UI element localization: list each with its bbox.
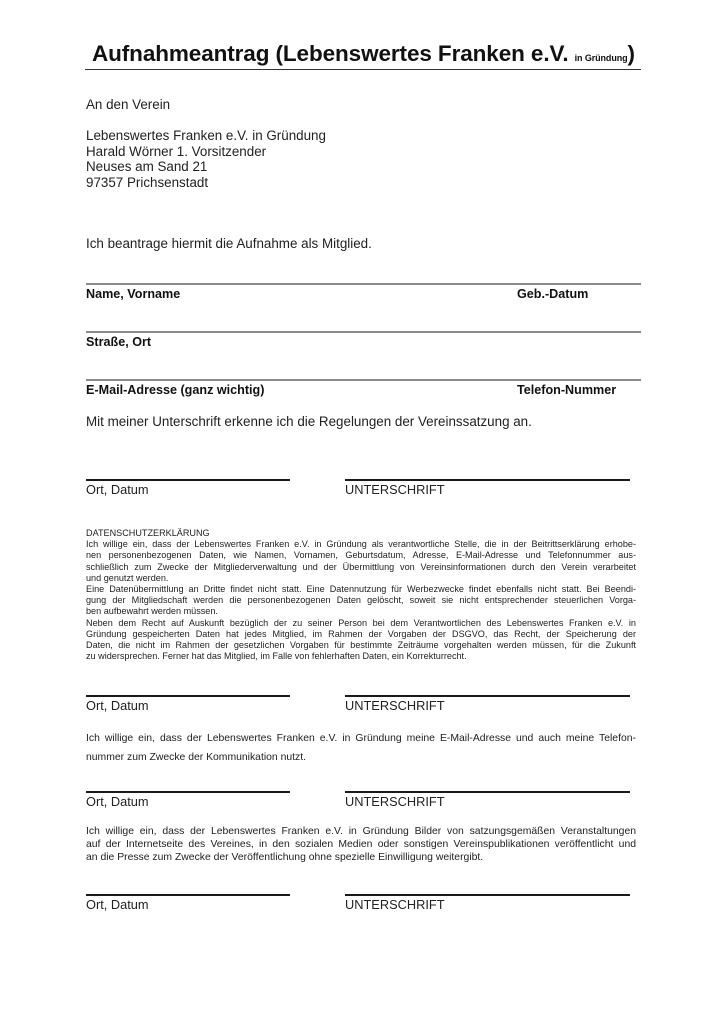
email-field-line[interactable] — [86, 379, 641, 381]
privacy-line: Ich willige ein, dass der Lebenswertes Franken e.V. in Gründung als verantwortliche Stelle, die in der Beitrittserklärung erhobe- — [86, 539, 636, 550]
privacy-line: Gründung gespeicherten Daten hat jedes Mitglied, im Rahmen der Vorgaben der DSGVO, das Recht, der Speicherung der — [86, 628, 636, 639]
privacy-line: nen personenbezogenen Daten, wie Namen, Vornamen, Geburtsdatum, Adresse, E-Mail-Adresse und Telefonnummer aus- — [86, 550, 636, 561]
application-statement: Ich beantrage hiermit die Aufnahme als Mitglied. — [86, 236, 372, 251]
title-main: Aufnahmeantrag (Lebenswertes Franken e.V. — [92, 41, 569, 66]
phone-field-label: Telefon-Nummer — [517, 383, 617, 397]
privacy-line: und genutzt werden. — [86, 572, 169, 583]
recipient-address — [86, 128, 326, 191]
place-date-line[interactable] — [86, 894, 290, 896]
place-date-line[interactable] — [86, 791, 290, 793]
page-title — [92, 41, 635, 67]
privacy-line: Daten, die nicht im Rahmen der gesetzlichen Vorgaben für bestimmte Zeiträume vorgehalten werden müssen, für die Zukunft — [86, 640, 636, 651]
consent-contact-line: Ich willige ein, dass der Lebenswertes Franken e.V. in Gründung meine E-Mail-Adresse und auch meine Telefon- — [86, 733, 636, 744]
consent-photos — [86, 825, 636, 865]
privacy-line: Neben dem Recht auf Auskunft bezüglich der zu seiner Person bei dem Verantwortlichen des Lebenswertes Franken e.V. in — [86, 617, 636, 628]
consent-contact — [86, 729, 636, 767]
address-line: Neuses am Sand 21 — [86, 159, 208, 175]
privacy-line: Eine Datenübermittlung an Dritte findet nicht statt. Eine Datennutzung für Werbezwecke findet ebenfalls nicht statt. Bei Beendi- — [86, 584, 636, 595]
place-date-label: Ort, Datum — [86, 794, 149, 809]
consent-photos-line: Ich willige ein, dass der Lebenswertes Franken e.V. in Gründung Bilder von satzungsgemäßen Veranstaltungen — [86, 826, 636, 837]
signature-label: UNTERSCHRIFT — [345, 482, 445, 497]
signature-label: UNTERSCHRIFT — [345, 794, 445, 809]
place-date-line[interactable] — [86, 479, 290, 481]
signature-line[interactable] — [345, 695, 630, 697]
street-field-label: Straße, Ort — [86, 335, 152, 349]
email-field-label: E-Mail-Adresse (ganz wichtig) — [86, 383, 265, 397]
address-line: 97357 Prichsenstadt — [86, 175, 209, 191]
privacy-line: zu widersprechen. Ferner hat das Mitglied, im Falle von fehlerhaften Daten, ein Korrekturrecht. — [86, 651, 467, 662]
signature-label: UNTERSCHRIFT — [345, 698, 445, 713]
signature-line[interactable] — [345, 791, 630, 793]
name-field-line[interactable] — [86, 283, 641, 285]
address-line: Harald Wörner 1. Vorsitzender — [86, 143, 267, 159]
bylaws-statement: Mit meiner Unterschrift erkenne ich die Regelungen der Vereinssatzung an. — [86, 414, 532, 429]
signature-line[interactable] — [345, 479, 630, 481]
name-field-label: Name, Vorname — [86, 287, 181, 301]
consent-contact-line: nummer zum Zwecke der Kommunikation nutzt. — [86, 752, 307, 763]
title-underline — [85, 69, 641, 70]
privacy-line: schließlich zum Zwecke der Mitgliederverwaltung und der Übermittlung von Vereinsinformationen durch den Verein verarbeitet — [86, 561, 636, 572]
privacy-line: ben aufbewahrt werden müssen. — [86, 606, 218, 617]
privacy-heading: DATENSCHUTZERKLÄRUNG — [86, 528, 210, 538]
signature-label: UNTERSCHRIFT — [345, 897, 445, 912]
signature-line[interactable] — [345, 894, 630, 896]
consent-photos-line: an die Presse zum Zwecke der Veröffentlichung ohne spezielle Einwilligung weitergibt. — [86, 852, 484, 864]
birth-date-field-label: Geb.-Datum — [517, 287, 589, 301]
place-date-line[interactable] — [86, 695, 290, 697]
place-date-label: Ort, Datum — [86, 482, 149, 497]
address-line: Lebenswertes Franken e.V. in Gründung — [86, 128, 326, 143]
recipient-salutation: An den Verein — [86, 97, 171, 112]
title-subtitle: in Gründung — [574, 53, 628, 63]
street-field-line[interactable] — [86, 331, 641, 333]
consent-photos-line: auf der Internetseite des Vereines, in den sozialen Medien oder sonstigen Vereinspublikationen veröffentlicht und — [86, 839, 636, 851]
place-date-label: Ort, Datum — [86, 897, 149, 912]
place-date-label: Ort, Datum — [86, 698, 149, 713]
title-close: ) — [627, 41, 635, 66]
privacy-line: gung der Mitgliedschaft werden die personenbezogenen Daten gelöscht, soweit sie nicht entsprechender steuerlichen Vorga- — [86, 595, 636, 606]
privacy-statement — [86, 528, 636, 662]
